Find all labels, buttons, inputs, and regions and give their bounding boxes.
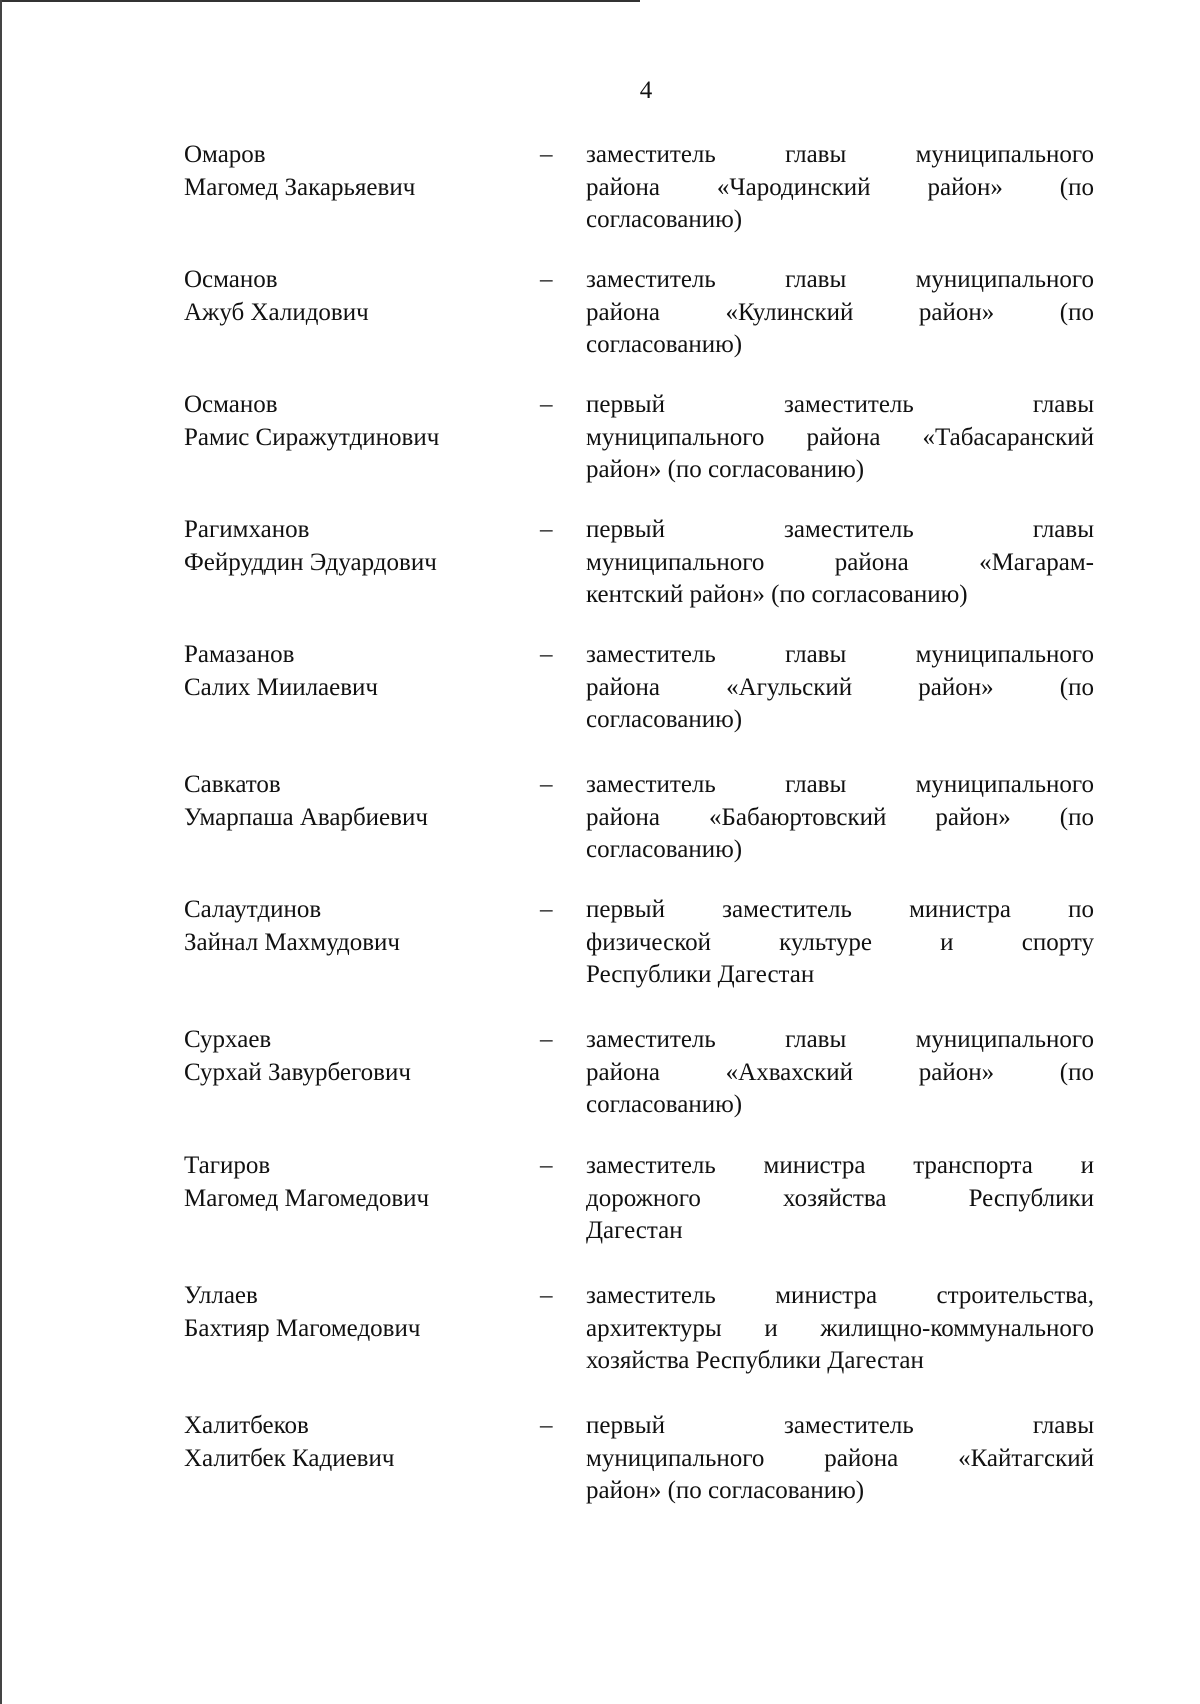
person-name bbox=[184, 769, 514, 834]
person-name bbox=[184, 1150, 514, 1215]
dash-separator: – bbox=[540, 1412, 553, 1439]
description-line: первый заместитель главы bbox=[586, 391, 1094, 418]
surname: Уллаев bbox=[184, 1282, 258, 1309]
position-description bbox=[586, 769, 1094, 867]
description-line: хозяйства Республики Дагестан bbox=[586, 1347, 924, 1374]
position-description bbox=[586, 1024, 1094, 1122]
description-line: согласованию) bbox=[586, 706, 743, 733]
list-item bbox=[0, 769, 1200, 869]
given-name: Фейруддин Эдуардович bbox=[184, 548, 437, 576]
surname: Савкатов bbox=[184, 771, 281, 798]
position-description bbox=[586, 389, 1094, 487]
dash-separator: – bbox=[540, 641, 553, 668]
description-line: архитектуры и жилищно-коммунального bbox=[586, 1314, 1094, 1342]
given-name: Халитбек Кадиевич bbox=[184, 1444, 395, 1472]
list-item bbox=[0, 1410, 1200, 1510]
given-name: Зайнал Махмудович bbox=[184, 928, 400, 956]
description-line: район» (по согласованию) bbox=[586, 1477, 865, 1504]
list-item bbox=[0, 639, 1200, 739]
description-line: района «Агульский район» (по bbox=[586, 673, 1094, 701]
dash-separator: – bbox=[540, 516, 553, 543]
description-line: Республики Дагестан bbox=[586, 961, 815, 988]
position-description bbox=[586, 139, 1094, 237]
dash-separator: – bbox=[540, 771, 553, 798]
person-name bbox=[184, 264, 514, 329]
dash-separator: – bbox=[540, 266, 553, 293]
description-line: района «Бабаюртовский район» (по bbox=[586, 803, 1094, 831]
surname: Рагимханов bbox=[184, 516, 310, 543]
description-line: заместитель главы муниципального bbox=[586, 141, 1094, 168]
person-name bbox=[184, 639, 514, 704]
description-line: согласованию) bbox=[586, 331, 743, 358]
description-line: муниципального района «Кайтагский bbox=[586, 1444, 1094, 1472]
dash-separator: – bbox=[540, 1282, 553, 1309]
description-line: муниципального района «Магарам- bbox=[586, 548, 1094, 576]
description-line: района «Кулинский район» (по bbox=[586, 298, 1094, 326]
person-name bbox=[184, 1280, 514, 1345]
description-line: заместитель министра транспорта и bbox=[586, 1152, 1094, 1179]
given-name: Магомед Закарьяевич bbox=[184, 173, 416, 201]
list-item bbox=[0, 514, 1200, 614]
description-line: муниципального района «Табасаранский bbox=[586, 423, 1094, 451]
surname: Салаутдинов bbox=[184, 896, 322, 923]
list-item bbox=[0, 139, 1200, 239]
list-item bbox=[0, 1280, 1200, 1380]
person-name bbox=[184, 1024, 514, 1089]
list-item bbox=[0, 1150, 1200, 1250]
position-description bbox=[586, 514, 1094, 612]
dash-separator: – bbox=[540, 391, 553, 418]
list-item bbox=[0, 389, 1200, 489]
surname: Рамазанов bbox=[184, 641, 295, 668]
surname: Омаров bbox=[184, 141, 266, 168]
dash-separator: – bbox=[540, 896, 553, 923]
description-line: первый заместитель министра по bbox=[586, 896, 1094, 923]
given-name: Ажуб Халидович bbox=[184, 298, 369, 326]
given-name: Бахтияр Магомедович bbox=[184, 1314, 421, 1342]
dash-separator: – bbox=[540, 1152, 553, 1179]
person-name bbox=[184, 1410, 514, 1475]
description-line: район» (по согласованию) bbox=[586, 456, 865, 483]
given-name: Умарпаша Аварбиевич bbox=[184, 803, 428, 831]
given-name: Рамис Сиражутдинович bbox=[184, 423, 440, 451]
list-item bbox=[0, 1024, 1200, 1124]
description-line: района «Ахвахский район» (по bbox=[586, 1058, 1094, 1086]
description-line: согласованию) bbox=[586, 1091, 743, 1118]
surname: Тагиров bbox=[184, 1152, 271, 1179]
position-description bbox=[586, 1410, 1094, 1508]
person-name bbox=[184, 389, 514, 454]
description-line: согласованию) bbox=[586, 836, 743, 863]
description-line: первый заместитель главы bbox=[586, 1412, 1094, 1439]
position-description bbox=[586, 1150, 1094, 1248]
dash-separator: – bbox=[540, 141, 553, 168]
position-description bbox=[586, 639, 1094, 737]
surname: Сурхаев bbox=[184, 1026, 272, 1053]
description-line: кентский район» (по согласованию) bbox=[586, 581, 968, 608]
list-item bbox=[0, 264, 1200, 364]
position-description bbox=[586, 264, 1094, 362]
description-line: согласованию) bbox=[586, 206, 743, 233]
description-line: Дагестан bbox=[586, 1217, 683, 1244]
description-line: заместитель главы муниципального bbox=[586, 771, 1094, 798]
description-line: заместитель главы муниципального bbox=[586, 266, 1094, 293]
description-line: физической культуре и спорту bbox=[586, 928, 1094, 956]
position-description bbox=[586, 894, 1094, 992]
description-line: заместитель министра строительства, bbox=[586, 1282, 1094, 1309]
description-line: района «Чародинский район» (по bbox=[586, 173, 1094, 201]
dash-separator: – bbox=[540, 1026, 553, 1053]
given-name: Сурхай Завурбегович bbox=[184, 1058, 411, 1086]
description-line: заместитель главы муниципального bbox=[586, 1026, 1094, 1053]
page-number: 4 bbox=[639, 77, 653, 104]
given-name: Салих Миилаевич bbox=[184, 673, 379, 701]
description-line: заместитель главы муниципального bbox=[586, 641, 1094, 668]
person-name bbox=[184, 514, 514, 579]
surname: Османов bbox=[184, 391, 278, 418]
position-description bbox=[586, 1280, 1094, 1378]
list-item bbox=[0, 894, 1200, 994]
surname: Халитбеков bbox=[184, 1412, 309, 1439]
person-name bbox=[184, 894, 514, 959]
person-name bbox=[184, 139, 514, 204]
surname: Османов bbox=[184, 266, 278, 293]
description-line: дорожного хозяйства Республики bbox=[586, 1184, 1094, 1212]
given-name: Магомед Магомедович bbox=[184, 1184, 430, 1212]
description-line: первый заместитель главы bbox=[586, 516, 1094, 543]
